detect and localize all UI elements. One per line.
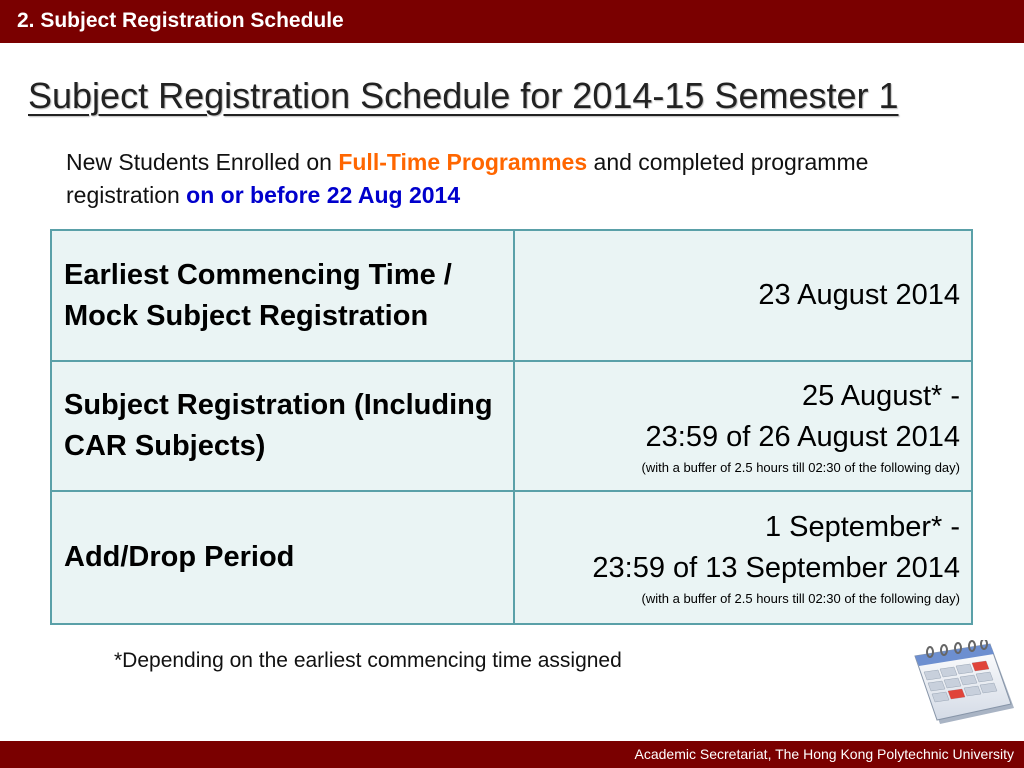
- table-row: [51, 491, 972, 624]
- buffer-note: (with a buffer of 2.5 hours till 02:30 of the following day): [641, 459, 960, 475]
- schedule-table: [50, 229, 973, 625]
- buffer-note: (with a buffer of 2.5 hours till 02:30 of the following day): [641, 591, 960, 606]
- footnote: *Depending on the earliest commencing time assigned: [114, 649, 622, 672]
- row-label: Earliest Commencing Time / Mock Subject Registration: [51, 230, 514, 361]
- value-line: 23 August 2014: [758, 279, 960, 311]
- value-line: 23:59 of 13 September 2014: [592, 552, 960, 584]
- table-row: [51, 361, 972, 491]
- slide-title: Subject Registration Schedule for 2014-15 Semester 1: [28, 75, 899, 116]
- top-banner: [0, 0, 1024, 43]
- bottom-banner: [0, 741, 1024, 768]
- intro-part-1: New Students Enrolled on: [66, 149, 339, 175]
- intro-highlight-programmes: Full-Time Programmes: [338, 149, 588, 175]
- value-line: 1 September* -: [764, 511, 960, 543]
- footer-credit: Academic Secretariat, The Hong Kong Polytechnic University: [634, 746, 1014, 762]
- intro-text: [66, 146, 946, 212]
- row-value: [514, 361, 972, 491]
- row-value: [514, 491, 972, 624]
- table-row: [51, 230, 972, 361]
- section-title: 2. Subject Registration Schedule: [17, 9, 344, 32]
- row-label: Subject Registration (Including CAR Subjects): [51, 361, 514, 491]
- intro-highlight-date: on or before 22 Aug 2014: [186, 182, 461, 208]
- row-label: Add/Drop Period: [51, 491, 514, 624]
- row-value: [514, 230, 972, 361]
- intro-part-2: and completed programme registration: [66, 149, 869, 208]
- value-line: 25 August* -: [802, 379, 960, 412]
- calendar-icon: [910, 640, 1020, 730]
- value-line: 23:59 of 26 August 2014: [645, 420, 960, 453]
